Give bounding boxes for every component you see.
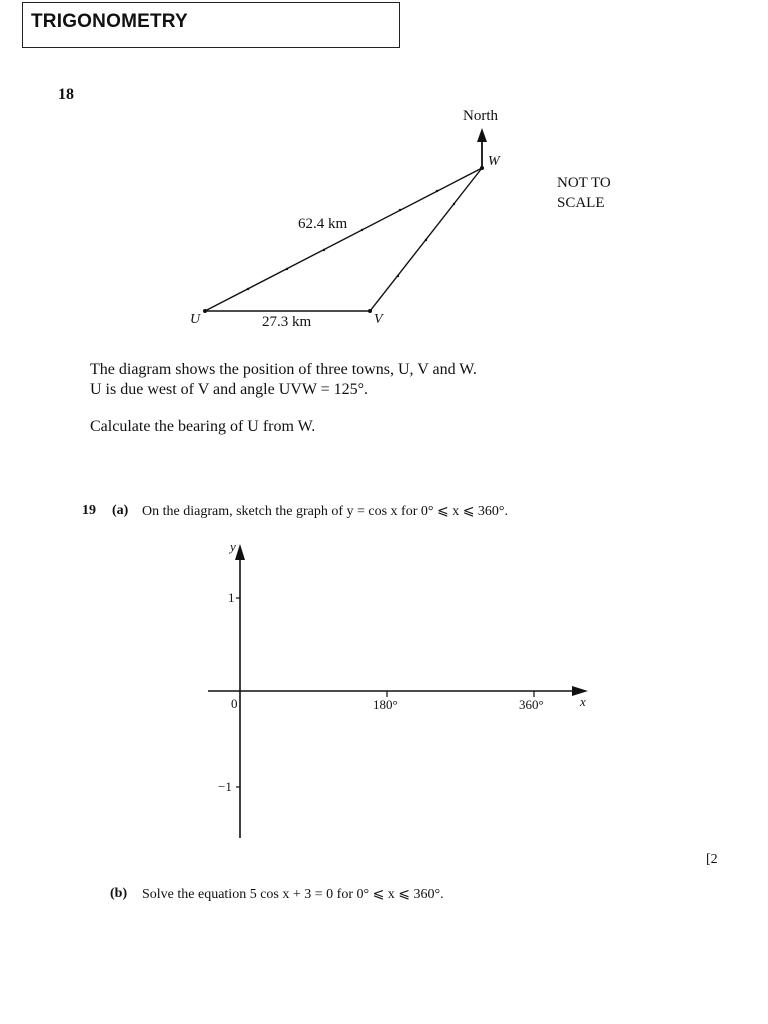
- north-arrow-head: [477, 128, 487, 142]
- page-title: TRIGONOMETRY: [31, 11, 188, 32]
- q18-question: Calculate the bearing of U from W.: [90, 418, 316, 435]
- cosine-graph-axes: [0, 520, 768, 850]
- point-v-label: V: [374, 312, 383, 327]
- length-uv-label: 27.3 km: [262, 314, 312, 330]
- not-to-scale-line1: NOT TO: [557, 175, 611, 191]
- y-axis-arrow: [235, 544, 245, 560]
- x-tick-label-180: 180°: [373, 697, 398, 712]
- question-18-number: 18: [58, 86, 74, 103]
- point-u-label: U: [190, 312, 201, 327]
- q18-text-line1: The diagram shows the position of three towns, U, V and W.: [90, 361, 477, 378]
- y-tick-label-1: 1: [228, 590, 235, 605]
- side-uw: [205, 168, 482, 311]
- y-tick-label-neg1: −1: [218, 779, 232, 794]
- origin-label: 0: [231, 696, 238, 711]
- north-label: North: [463, 108, 498, 124]
- not-to-scale-line2: SCALE: [557, 195, 605, 211]
- part-b-text: Solve the equation 5 cos x + 3 = 0 for 0° ⩽ x ⩽ 360°.: [142, 887, 444, 902]
- length-uw-label: 62.4 km: [298, 216, 348, 232]
- part-a-label: (a): [112, 503, 129, 518]
- x-axis-label: x: [580, 694, 586, 709]
- y-axis-label: y: [230, 539, 236, 554]
- part-b-label: (b): [110, 886, 128, 901]
- part-a-marks: [2: [706, 852, 718, 867]
- part-a-text: On the diagram, sketch the graph of y = cos x for 0° ⩽ x ⩽ 360°.: [142, 504, 509, 519]
- point-w-label: W: [488, 154, 500, 169]
- triangle-diagram: [0, 0, 768, 480]
- question-19-number: 19: [82, 503, 96, 518]
- x-tick-label-360: 360°: [519, 697, 544, 712]
- q18-text-line2: U is due west of V and angle UVW = 125°.: [90, 381, 369, 398]
